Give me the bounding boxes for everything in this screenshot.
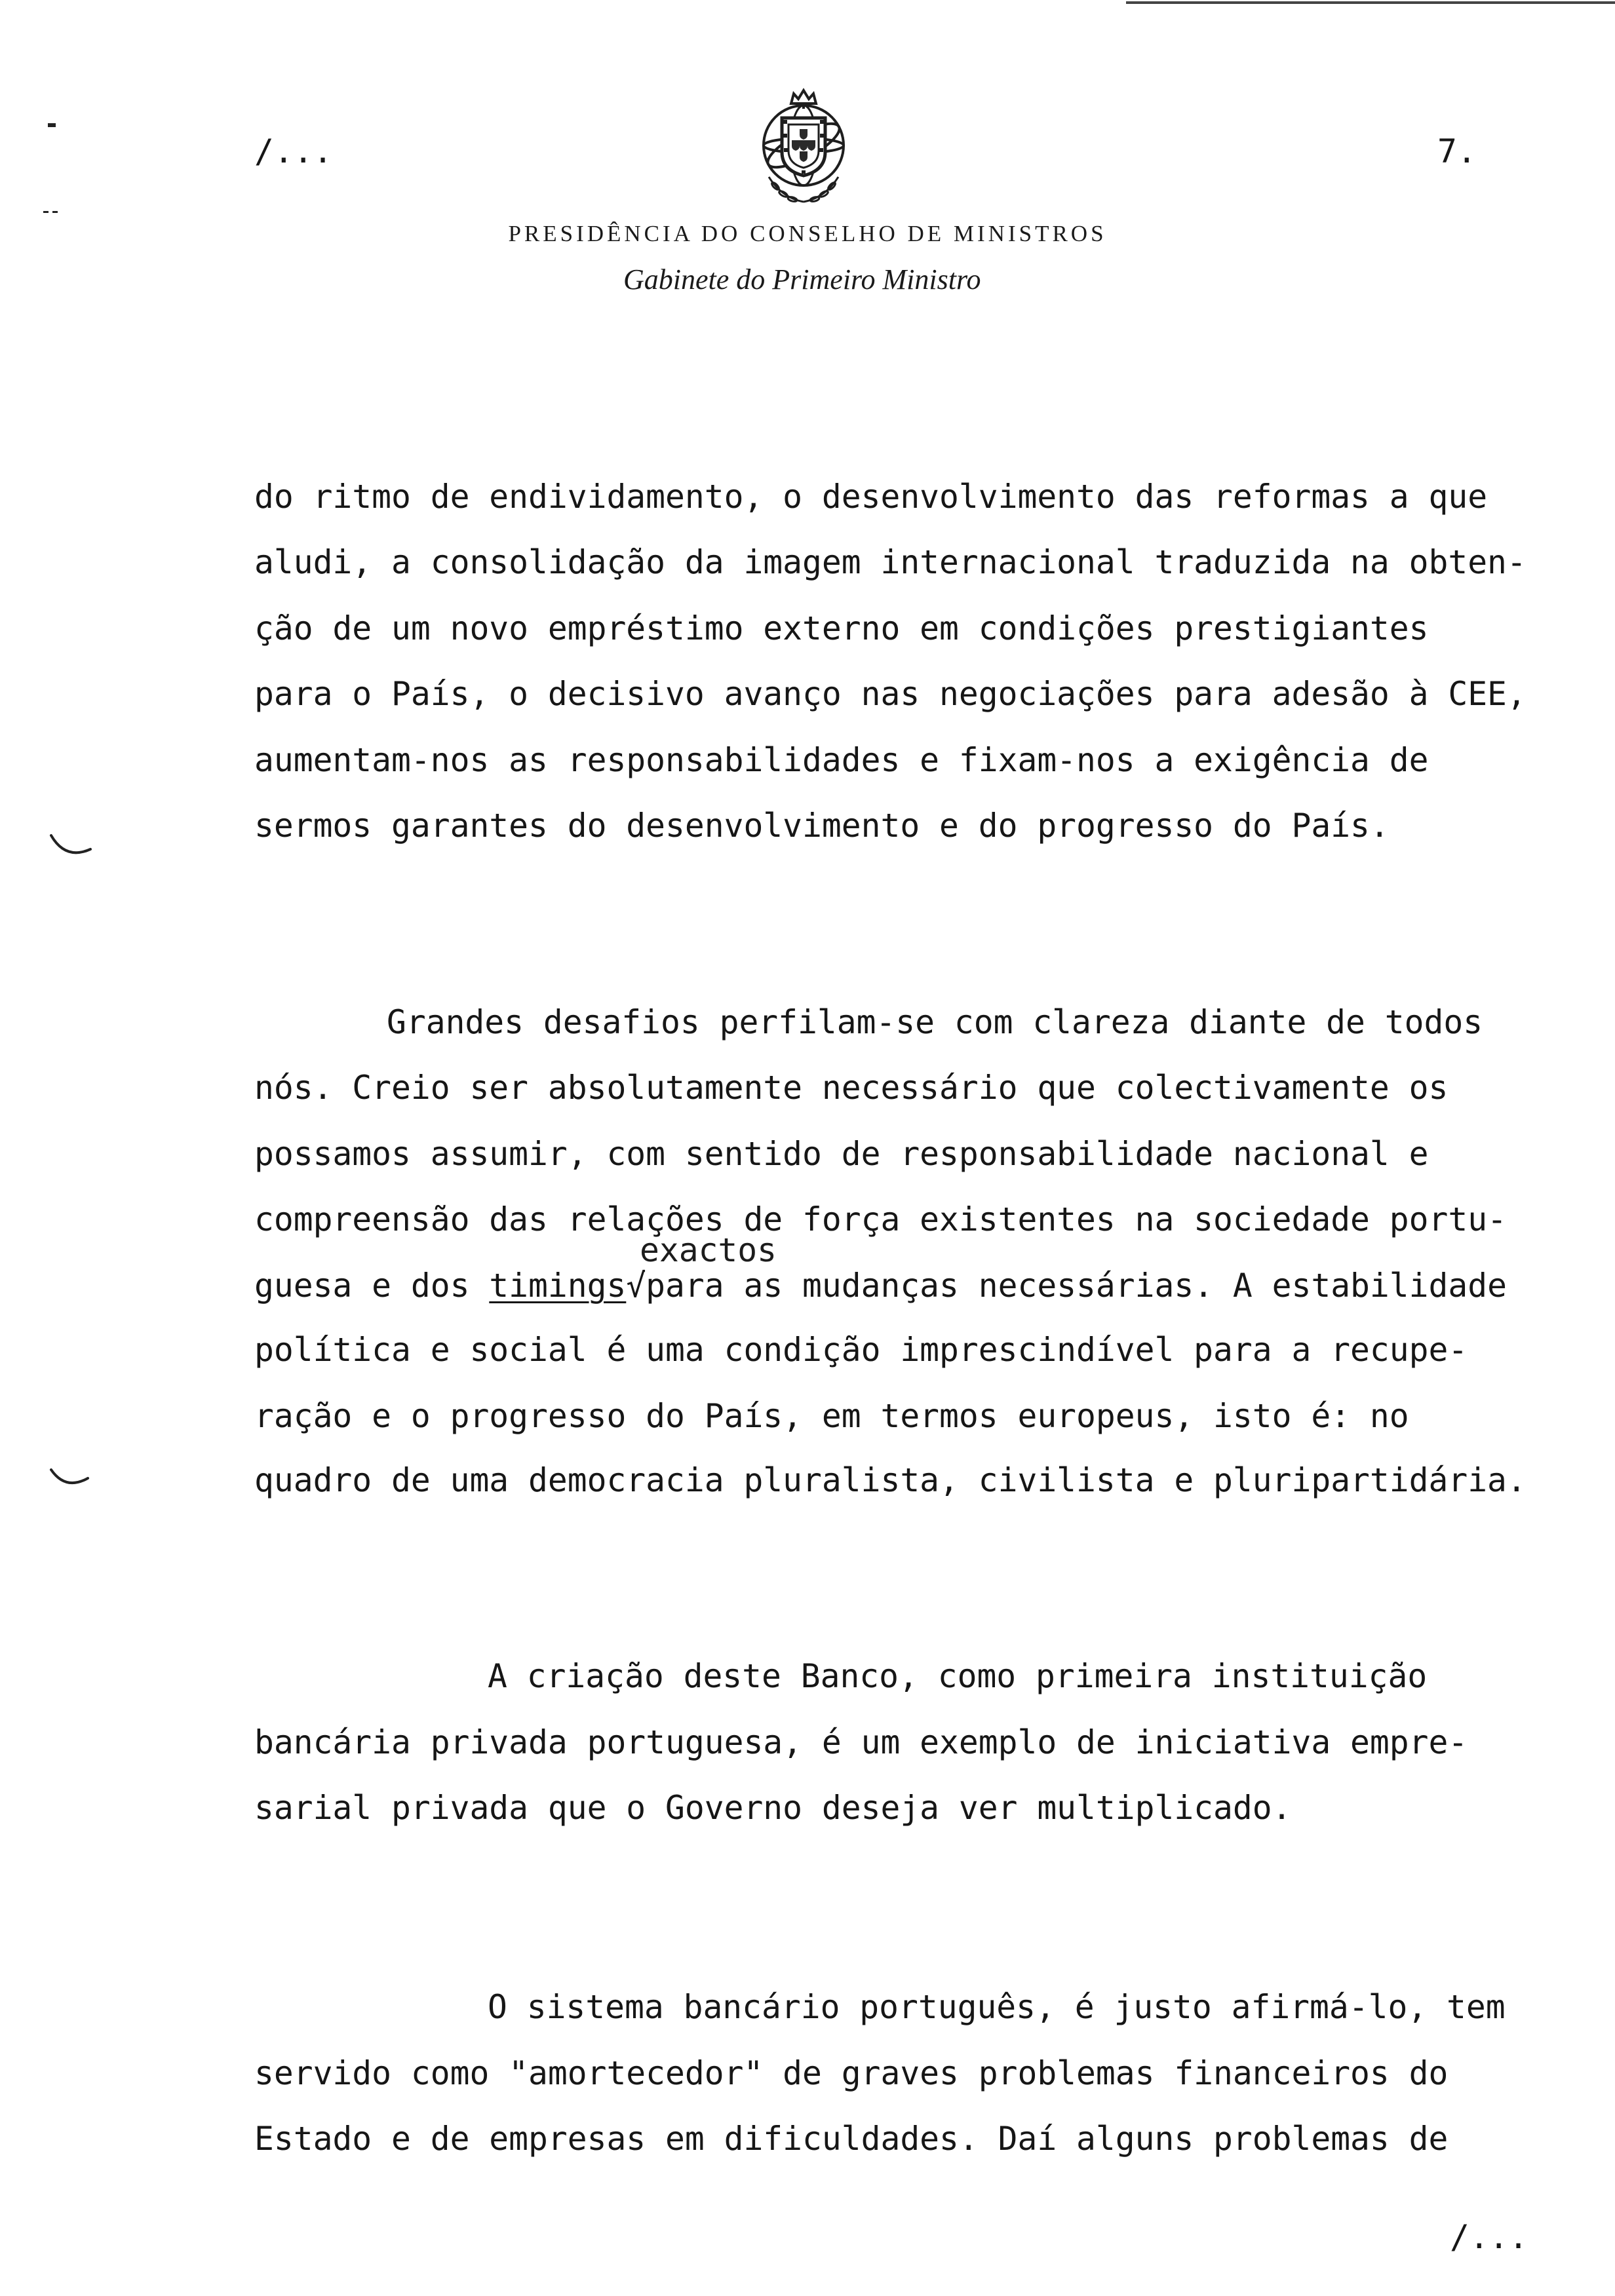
body-line: Estado e de empresas em dificuldades. Daí alguns problemas de — [254, 2120, 1449, 2158]
margin-dot-mark — [48, 123, 56, 127]
body-line: para o País, o decisivo avanço nas negociações para adesão à CEE, — [254, 675, 1527, 713]
body-line: compreensão das relações de força existentes na sociedade portu- — [254, 1200, 1507, 1238]
margin-dash-mark — [52, 211, 58, 213]
body-line: quadro de uma democracia pluralista, civilista e pluripartidária. — [254, 1461, 1527, 1499]
body-line-indented: O sistema bancário português, é justo afirmá-lo, tem — [488, 1988, 1506, 2026]
body-line: ração e o progresso do País, em termos europeus, isto é: no — [254, 1397, 1409, 1435]
top-edge-rule — [1126, 1, 1615, 4]
body-line-with-edit — [254, 1267, 1507, 1305]
inserted-correction-word: exactos — [640, 1231, 777, 1269]
line-text-before: guesa e dos — [254, 1267, 490, 1305]
laurel-wreath — [769, 177, 838, 202]
arc-stroke — [51, 835, 90, 852]
body-line: bancária privada portuguesa, é um exemplo de iniciativa empre- — [254, 1723, 1468, 1761]
arc-stroke — [51, 1470, 88, 1483]
institution-heading: PRESIDÊNCIA DO CONSELHO DE MINISTROS — [508, 221, 1107, 246]
body-line: ção de um novo empréstimo externo em condições prestigiantes — [254, 609, 1429, 647]
underlined-word: timings — [489, 1267, 627, 1305]
body-line-indented: A criação deste Banco, como primeira instituição — [488, 1657, 1428, 1695]
binder-hole-arc — [46, 829, 98, 862]
binder-hole-arc — [46, 1464, 98, 1497]
page-number: 7. — [1437, 132, 1477, 170]
continuation-marker-bottom: /... — [1450, 2218, 1528, 2256]
shield — [782, 118, 825, 176]
body-line: aludi, a consolidação da imagem internacional traduzida na obten- — [254, 543, 1527, 581]
margin-dash-mark — [43, 211, 49, 213]
body-line: sermos garantes do desenvolvimento e do progresso do País. — [254, 807, 1390, 845]
continuation-marker-top: /... — [254, 132, 333, 170]
line-text-after: para as mudanças necessárias. A estabilidade — [646, 1267, 1507, 1305]
body-line-indented: Grandes desafios perfilam-se com clareza diante de todos — [387, 1003, 1483, 1041]
office-script-title: Gabinete do Primeiro Ministro — [623, 263, 981, 296]
coat-of-arms-icon — [748, 88, 859, 206]
body-line: política e social é uma condição imprescindível para a recupe- — [254, 1331, 1468, 1369]
insertion-caret: √ — [626, 1267, 646, 1305]
body-line: do ritmo de endividamento, o desenvolvimento das reformas a que — [254, 478, 1488, 516]
body-line: possamos assumir, com sentido de responsabilidade nacional e — [254, 1135, 1429, 1173]
body-line: sarial privada que o Governo deseja ver multiplicado. — [254, 1789, 1292, 1827]
body-line: nós. Creio ser absolutamente necessário que colectivamente os — [254, 1069, 1449, 1107]
body-line: aumentam-nos as responsabilidades e fixam-nos a exigência de — [254, 741, 1429, 779]
body-line: servido como "amortecedor" de graves problemas financeiros do — [254, 2054, 1449, 2092]
